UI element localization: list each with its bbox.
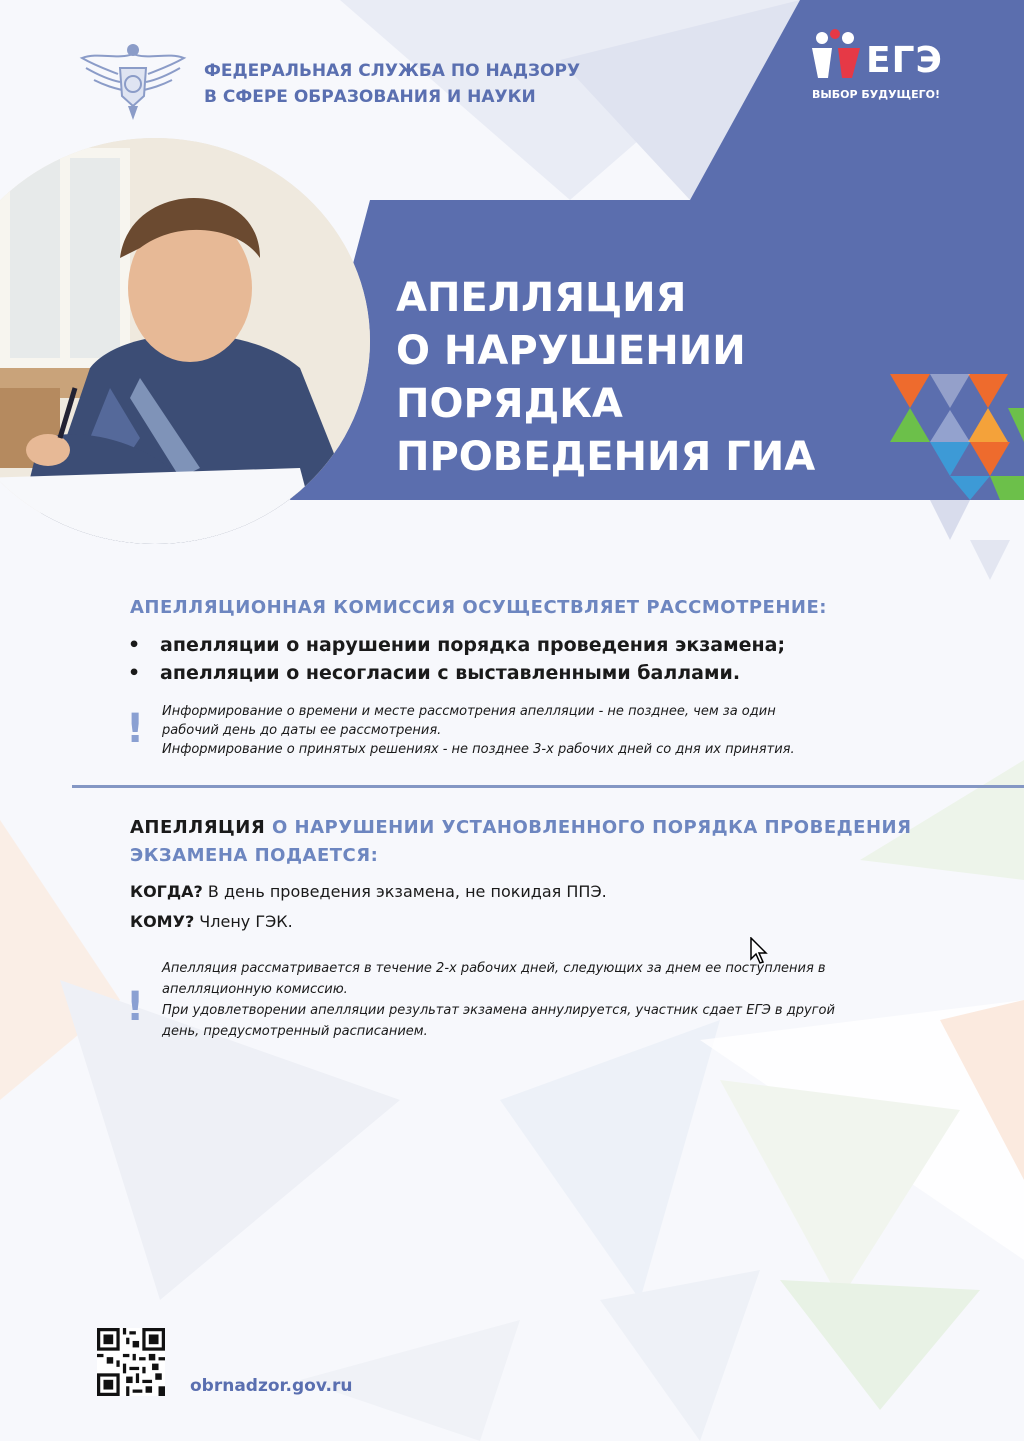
organization-name-line2: В СФЕРЕ ОБРАЗОВАНИЯ И НАУКИ	[204, 87, 536, 107]
whom-label: КОМУ?	[130, 912, 195, 931]
whom-row	[130, 912, 293, 931]
section2-heading-line2: ЭКЗАМЕНА ПОДАЕТСЯ:	[130, 845, 379, 866]
appeal-types-list	[128, 631, 785, 687]
hero-title	[396, 272, 815, 484]
bullet-icon: •	[128, 634, 141, 656]
rosobrnadzor-emblem-icon	[78, 40, 188, 124]
section-divider	[72, 785, 1024, 788]
section1-note	[162, 702, 795, 759]
bullet-icon: •	[128, 662, 141, 684]
note-line: Информирование о времени и месте рассмотрения апелляции - не позднее, чем за один	[162, 704, 776, 719]
note-line: апелляционную комиссию.	[162, 982, 348, 997]
exclamation-icon: !	[126, 706, 145, 752]
note-line: При удовлетворении апелляции результат экзамена аннулируется, участник сдает ЕГЭ в другой	[162, 1003, 835, 1018]
whom-text: Члену ГЭК.	[194, 912, 293, 931]
when-row	[130, 882, 607, 901]
organization-name	[204, 58, 580, 110]
ege-logo-text: ЕГЭ	[866, 40, 943, 81]
when-label: КОГДА?	[130, 882, 203, 901]
qr-code-icon[interactable]	[97, 1328, 165, 1396]
website-link[interactable]: obrnadzor.gov.ru	[190, 1376, 353, 1396]
when-text: В день проведения экзамена, не покидая ППЭ.	[202, 882, 607, 901]
mouse-cursor-icon	[750, 937, 770, 965]
note-line: Информирование о принятых решениях - не позднее 3-х рабочих дней со дня их принятия.	[162, 742, 795, 757]
list-item-text: апелляции о нарушении порядка проведения экзамена;	[160, 634, 786, 656]
section1-heading: АПЕЛЛЯЦИОННАЯ КОМИССИЯ ОСУЩЕСТВЛЯЕТ РАССМОТРЕНИЕ:	[130, 597, 827, 618]
list-item	[128, 631, 785, 659]
section2-note	[162, 958, 835, 1042]
exclamation-icon: !	[126, 984, 145, 1030]
list-item-text: апелляции о несогласии с выставленными баллами.	[160, 662, 741, 684]
hero-title-line4: ПРОВЕДЕНИЯ ГИА	[396, 434, 816, 480]
section2-heading-blue: О НАРУШЕНИИ УСТАНОВЛЕННОГО ПОРЯДКА ПРОВЕДЕНИЯ	[265, 817, 912, 838]
organization-name-line1: ФЕДЕРАЛЬНАЯ СЛУЖБА ПО НАДЗОРУ	[204, 61, 581, 81]
hero-title-line3: ПОРЯДКА	[396, 381, 623, 427]
hero-title-line2: О НАРУШЕНИИ	[396, 328, 746, 374]
note-line: рабочий день до даты ее рассмотрения.	[162, 723, 442, 738]
list-item	[128, 659, 785, 687]
section2-heading-dark: АПЕЛЛЯЦИЯ	[130, 817, 266, 838]
section2-heading	[130, 814, 911, 870]
ege-tagline: ВЫБОР БУДУЩЕГО!	[812, 88, 941, 101]
note-line: Апелляция рассматривается в течение 2-х рабочих дней, следующих за днем ее поступления в	[162, 961, 826, 976]
note-line: день, предусмотренный расписанием.	[162, 1024, 428, 1039]
hero-title-line1: АПЕЛЛЯЦИЯ	[396, 275, 687, 321]
